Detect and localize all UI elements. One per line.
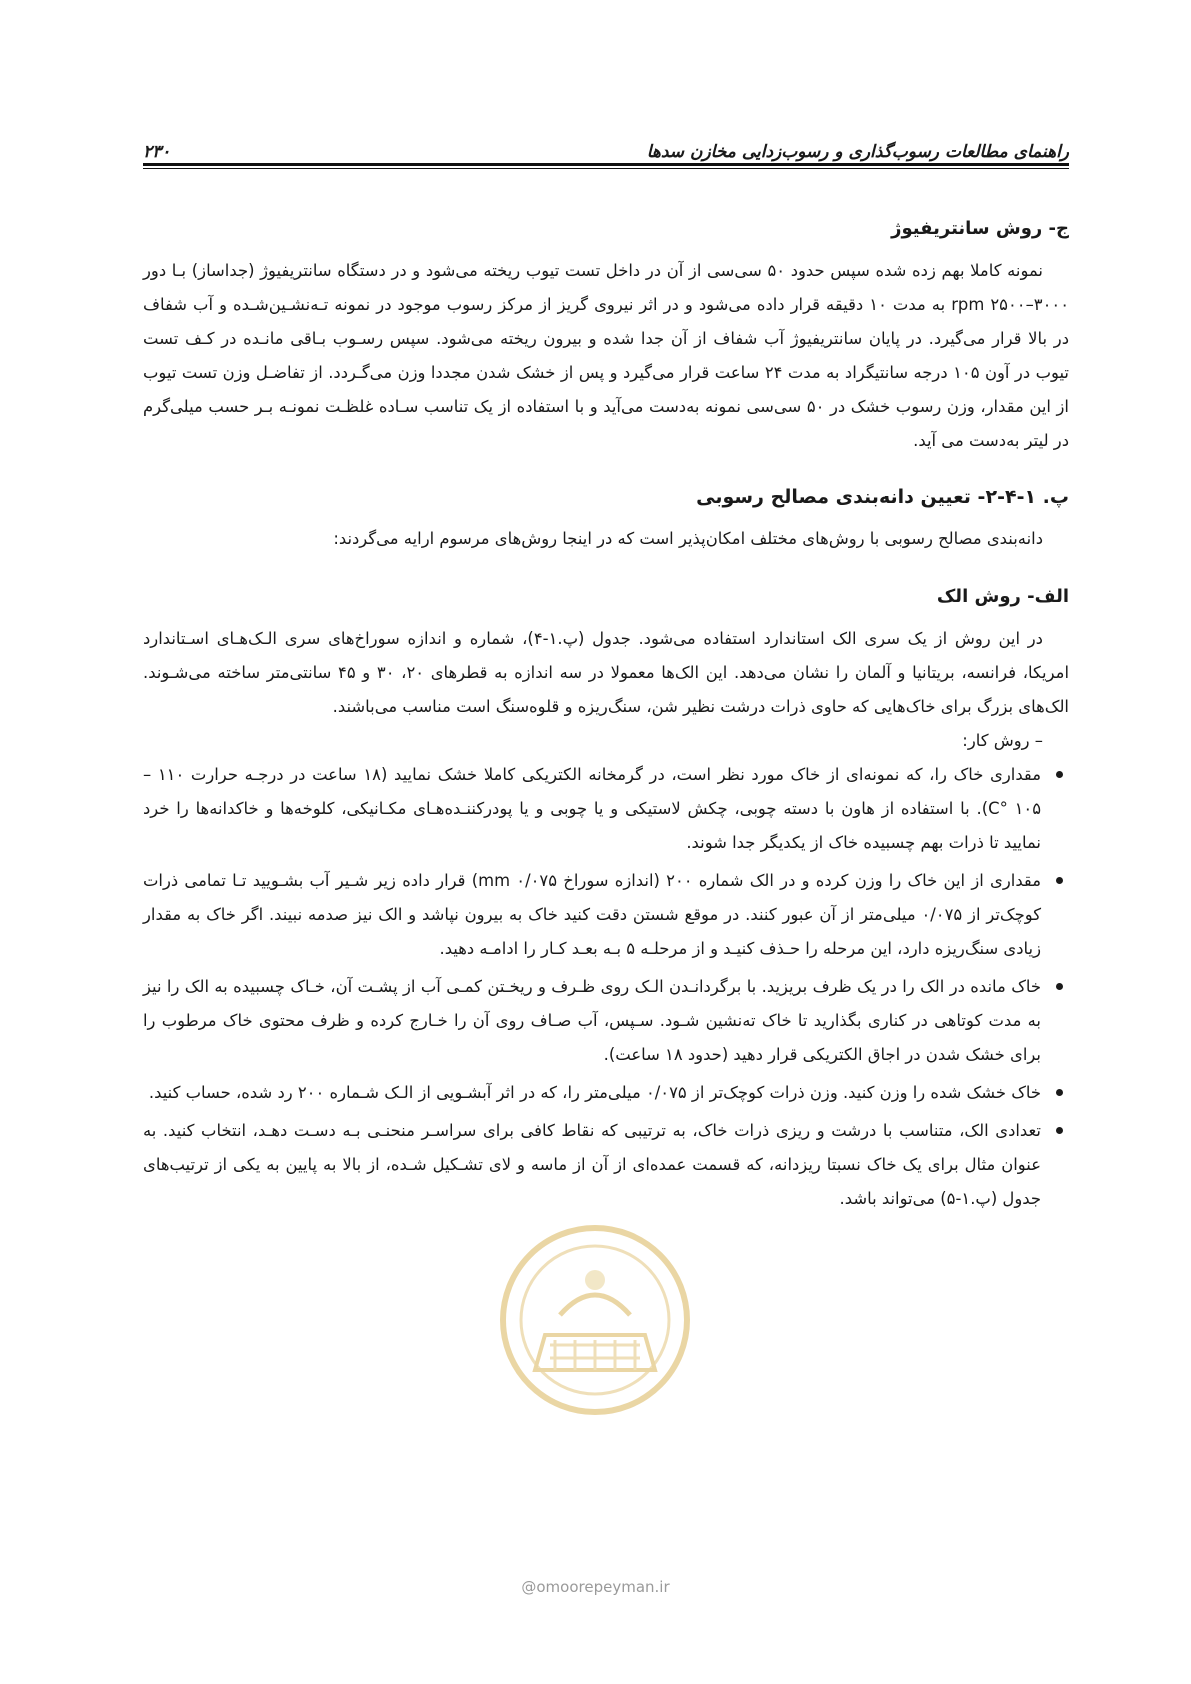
running-header <box>143 128 1069 162</box>
section-heading-grading: پ. ۱-۴-۲- تعیین دانه‌بندی مصالح رسوبی <box>696 486 1069 508</box>
bullet-icon <box>1056 877 1063 884</box>
bullet-icon <box>1056 983 1063 990</box>
bullet-icon <box>1056 771 1063 778</box>
page-content <box>143 212 1069 1220</box>
header-rule <box>143 163 1069 166</box>
step-text: مقداری خاک را، که نمونه‌ای از خاک مورد نظر است، در گرمخانه الکتریکی کاملا خشک نمایید (۱۸ ساعت در درجـه حرارت ۱۱۰ – ۱۰۵ °C). با استفاده از هاون با دسته چوبی، چکش لاستیکی و یا چوبی و یا پودرکننـده‌هـای مکـانیکی، کلوخه‌ها و خاکدانه‌ها را خرد نمایید تا ذرات بهم چسبیده خاک از یکدیگر جدا شوند. <box>143 765 1042 852</box>
paragraph-grading: دانه‌بندی مصالح رسوبی با روش‌های مختلف امکان‌پذیر است که در اینجا روش‌های مرسوم ارایه می‌گردند: <box>333 529 1043 548</box>
step-text: خاک مانده در الک را در یک ظرف بریزید. با برگردانـدن الـک روی ظـرف و ریخـتن کمـی آب از پشـت آن، خـاک چسبیده به الک را نیز به مدت کوتاهی در کناری بگذارید تا خاک ته‌نشین شـود. سـپس، آب صـاف روی آن را خـارج کرده و ظرف محتوی خاک مرطوب را برای خشک شدن در اجاق الکتریکی قرار دهید (حدود ۱۸ ساعت). <box>143 977 1041 1064</box>
step-text: مقداری از این خاک را وزن کرده و در الک شماره ۲۰۰ (اندازه سوراخ ۰/۰۷۵ mm) قرار داده زیر شـیر آب بشـویید تـا تمامی ذرات کوچک‌تر از ۰/۰۷۵ میلی‌متر از آن عبور کنند. در موقع شستن دقت کنید خاک به بیرون نپاشد و الک نیز صدمه نبیند. اگر خاک به مقدار زیادی سنگ‌ریزه دارد، این مرحله را حـذف کنیـد و از مرحلـه ۵ بـه بعـد کـار را ادامـه دهید. <box>143 871 1042 958</box>
step-text: تعدادی الک، متناسب با درشت و ریزی ذرات خاک، به ترتیبی که نقاط کافی برای سراسـر منحنـی بـه دسـت دهـد، انتخاب کنید. به عنوان مثال برای یک خاک نسبتا ریزدانه، که قسمت عمده‌ای از آن از ماسه و لای تشـکیل شـده، از بالا به پایین به یکی از ترتیب‌های جدول (پ.۱-۵) می‌تواند باشد. <box>143 1121 1041 1208</box>
bullet-icon <box>1056 1127 1063 1134</box>
procedure-steps <box>143 758 1069 1216</box>
paragraph-centrifuge: نمونه کاملا بهم زده شده سپس حدود ۵۰ سی‌سی از آن در داخل تست تیوب ریخته می‌شود و در دستگاه سانتریفیوژ (جداساز) بـا دور ۳۰۰۰–۲۵۰۰ rpm به مدت ۱۰ دقیقه قرار داده می‌شود و در اثر نیروی گریز از مرکز رسوب موجود در نمونه تـه‌نشـین‌شـده و آب شفاف در بالا قرار می‌گیرد. در پایان سانتریفیوژ آب شفاف از آن جدا شده و بیرون ریخته می‌شود. سپس رسـوب بـاقی مانـده در کـف تست تیوب در آون ۱۰۵ درجه سانتیگراد به مدت ۲۴ ساعت قرار می‌گیرد و پس از خشک شدن مجددا وزن می‌گـردد. از تفاضـل وزن تست تیوب از این مقدار، وزن رسوب خشک در ۵۰ سی‌سی نمونه به‌دست می‌آید و با استفاده از یک تناسب سـاده غلظـت نمونـه بـر حسب میلی‌گرم در لیتر به‌دست می آید. <box>143 261 1070 450</box>
procedure-label: – روش کار: <box>962 731 1043 750</box>
watermark-logo-icon <box>495 1220 695 1420</box>
paragraph-sieve: در این روش از یک سری الک استاندارد استفاده می‌شود. جدول (پ.۱-۴)، شماره و اندازه سوراخ‌های سری الـک‌هـای اسـتاندارد امریکا، فرانسه، بریتانیا و آلمان را نشان می‌دهد. این الک‌ها معمولا در سه اندازه به قطرهای ۲۰، ۳۰ و ۴۵ سانتی‌متر ساخته می‌شـوند. الک‌های بزرگ برای خاک‌هایی که حاوی ذرات درشت نظیر شن، سنگ‌ریزه و قلوه‌سنگ است مناسب می‌باشند. <box>143 629 1069 716</box>
header-title: راهنمای مطالعات رسوب‌گذاری و رسوب‌زدایی مخازن سدها <box>646 142 1069 162</box>
header-rule-thin <box>143 168 1069 169</box>
section-heading-sieve: الف- روش الک <box>936 586 1069 607</box>
step-text: خاک خشک شده را وزن کنید. وزن ذرات کوچک‌تر از ۰/۰۷۵ میلی‌متر را، که در اثر آبشـویی از الـک شـماره ۲۰۰ رد شده، حساب کنید. <box>148 1083 1041 1102</box>
list-item <box>143 970 1069 1072</box>
bullet-icon <box>1056 1089 1063 1096</box>
list-item <box>143 1076 1069 1110</box>
page-number: ۲۳۰ <box>143 142 171 162</box>
watermark-url: @omoorepeyman.ir <box>521 1578 670 1596</box>
section-heading-centrifuge: ج- روش سانتریفیوژ <box>891 218 1069 239</box>
list-item <box>143 1114 1069 1216</box>
list-item <box>143 864 1069 966</box>
list-item <box>143 758 1069 860</box>
